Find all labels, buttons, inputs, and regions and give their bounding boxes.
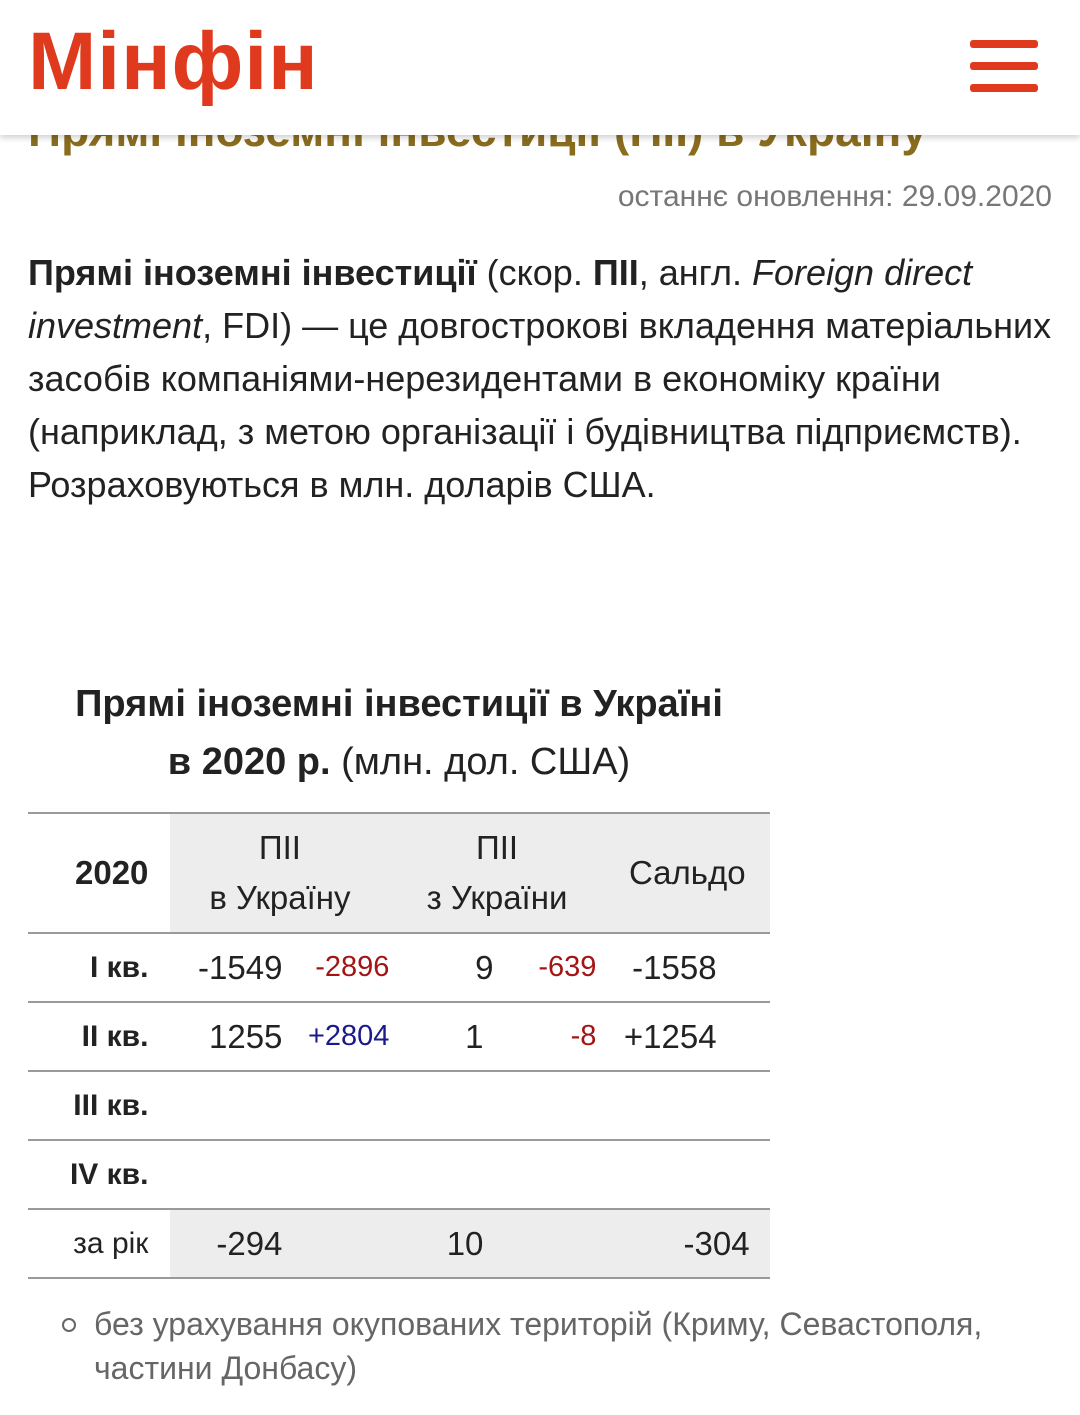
- intro-text: (скор.: [476, 252, 593, 293]
- table-total-row: [28, 1209, 770, 1278]
- table-row: [28, 1071, 770, 1140]
- fdi-in-cell: [170, 1002, 389, 1071]
- intro-abbr: ПІІ: [592, 252, 639, 293]
- fdi-out-value: 9: [475, 948, 494, 986]
- footnote-text: без урахування окупованих територій (Криму, Севастополя, частини Донбасу): [94, 1306, 983, 1386]
- table-title: [28, 675, 770, 791]
- total-saldo-cell: [605, 1209, 770, 1278]
- table-title-main: Прямі іноземні інвестиції в Україні: [75, 683, 723, 725]
- row-label: І кв.: [28, 933, 170, 1002]
- site-logo[interactable]: Мінфін: [28, 16, 319, 107]
- saldo-cell: [605, 1002, 770, 1071]
- site-header: [0, 0, 1080, 135]
- saldo-value: -1558: [632, 948, 717, 986]
- total-fdi-out-cell: [389, 1209, 604, 1278]
- header-fdi-out-line1: ПІІ: [475, 829, 519, 866]
- table-row: [28, 1002, 770, 1071]
- total-fdi-out-value: 10: [446, 1224, 484, 1262]
- intro-text: , FDI) — це довгострокові вкладення матеріальних засобів компаніями-нерезидентами в економіку країни (наприклад, з метою організації і будівництва підприємств). Розраховуються в млн. доларів США.: [28, 305, 1052, 505]
- header-fdi-in-line2: в Україну: [209, 879, 351, 916]
- intro-paragraph: [28, 246, 1052, 511]
- menu-icon-bar: [970, 40, 1038, 48]
- menu-icon-bar: [970, 84, 1038, 92]
- saldo-cell: [605, 933, 770, 1002]
- total-label: за рік: [28, 1209, 170, 1278]
- row-label: ІV кв.: [28, 1140, 170, 1209]
- total-fdi-in-value: -294: [216, 1224, 283, 1262]
- row-label: ІІ кв.: [28, 1002, 170, 1071]
- fdi-out-change: -8: [570, 1020, 597, 1052]
- footnote: [62, 1302, 1052, 1390]
- table-title-year: в 2020 р.: [167, 741, 331, 783]
- fdi-in-cell: [170, 1140, 389, 1209]
- fdi-in-change: -2896: [315, 951, 390, 983]
- header-fdi-in: [170, 813, 389, 933]
- fdi-out-cell: [389, 1071, 604, 1140]
- saldo-cell: [605, 1140, 770, 1209]
- menu-icon[interactable]: [970, 40, 1038, 92]
- saldo-cell: [605, 1071, 770, 1140]
- fdi-out-cell: [389, 1140, 604, 1209]
- header-fdi-out-line2: з України: [426, 879, 568, 916]
- fdi-in-cell: [170, 1071, 389, 1140]
- header-fdi-out: [389, 813, 604, 933]
- intro-text: , англ.: [638, 252, 752, 293]
- total-saldo-value: -304: [683, 1224, 750, 1262]
- total-fdi-in-cell: [170, 1209, 389, 1278]
- fdi-table: [28, 812, 770, 1279]
- row-label: ІІІ кв.: [28, 1071, 170, 1140]
- fdi-out-cell: [389, 933, 604, 1002]
- intro-term: Прямі іноземні інвестиції: [28, 252, 477, 293]
- last-updated: останнє оновлення: 29.09.2020: [617, 180, 1052, 213]
- saldo-value: +1254: [623, 1017, 717, 1055]
- menu-icon-bar: [970, 62, 1038, 70]
- circle-bullet-icon: [62, 1318, 76, 1332]
- header-fdi-in-line1: ПІІ: [258, 829, 301, 866]
- fdi-out-change: -639: [538, 951, 597, 983]
- header-saldo: Сальдо: [605, 813, 770, 933]
- fdi-in-value: 1255: [209, 1017, 283, 1055]
- table-row: [28, 933, 770, 1002]
- fdi-out-cell: [389, 1002, 604, 1071]
- header-year: 2020: [28, 813, 170, 933]
- table-header-row: [28, 813, 770, 933]
- fdi-in-value: -1549: [198, 948, 283, 986]
- table-title-units: (млн. дол. США): [330, 741, 631, 783]
- table-row: [28, 1140, 770, 1209]
- fdi-in-cell: [170, 933, 389, 1002]
- intro-english: Foreign direct investment: [28, 252, 973, 346]
- fdi-in-change: +2804: [307, 1020, 390, 1052]
- fdi-out-value: 1: [465, 1017, 484, 1055]
